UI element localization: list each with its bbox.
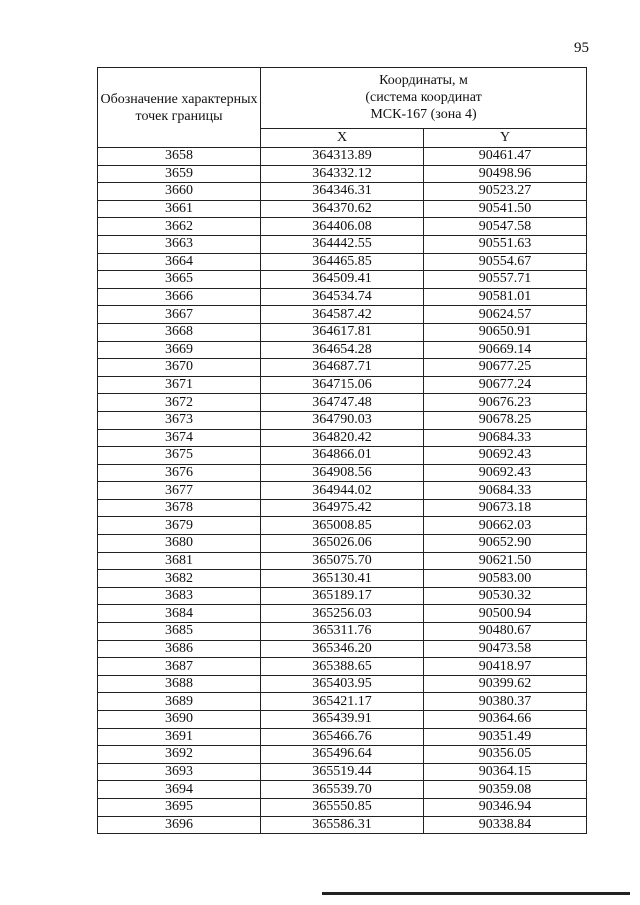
y-cell: 90677.25 (424, 359, 587, 377)
x-cell: 364944.02 (261, 482, 424, 500)
y-cell: 90547.58 (424, 218, 587, 236)
x-cell: 364465.85 (261, 253, 424, 271)
point-cell: 3683 (98, 587, 261, 605)
point-cell: 3672 (98, 394, 261, 412)
point-cell: 3670 (98, 359, 261, 377)
x-cell: 365189.17 (261, 587, 424, 605)
table-row (98, 253, 587, 271)
x-cell: 365311.76 (261, 623, 424, 641)
x-cell: 364370.62 (261, 200, 424, 218)
y-cell: 90473.58 (424, 640, 587, 658)
table-row (98, 763, 587, 781)
table-row (98, 165, 587, 183)
y-cell: 90678.25 (424, 411, 587, 429)
y-cell: 90530.32 (424, 587, 587, 605)
x-cell: 364442.55 (261, 235, 424, 253)
y-cell: 90364.66 (424, 711, 587, 729)
table-row (98, 798, 587, 816)
y-cell: 90692.43 (424, 447, 587, 465)
y-cell: 90650.91 (424, 323, 587, 341)
point-cell: 3663 (98, 235, 261, 253)
y-cell: 90676.23 (424, 394, 587, 412)
table-row (98, 200, 587, 218)
x-cell: 365008.85 (261, 517, 424, 535)
y-cell: 90399.62 (424, 675, 587, 693)
x-cell: 364820.42 (261, 429, 424, 447)
point-cell: 3673 (98, 411, 261, 429)
point-cell: 3694 (98, 781, 261, 799)
table-row (98, 464, 587, 482)
y-cell: 90380.37 (424, 693, 587, 711)
y-cell: 90621.50 (424, 552, 587, 570)
table-row (98, 711, 587, 729)
header-coordinates (261, 68, 587, 129)
point-cell: 3666 (98, 288, 261, 306)
table-row (98, 535, 587, 553)
table-row (98, 728, 587, 746)
x-cell: 365496.64 (261, 746, 424, 764)
point-cell: 3696 (98, 816, 261, 834)
x-cell: 365550.85 (261, 798, 424, 816)
x-cell: 364715.06 (261, 376, 424, 394)
x-cell: 364975.42 (261, 499, 424, 517)
header-coordinates-line-3: МСК-167 (зона 4) (370, 107, 477, 123)
x-cell: 364790.03 (261, 411, 424, 429)
x-cell: 365539.70 (261, 781, 424, 799)
table-row (98, 587, 587, 605)
point-cell: 3660 (98, 183, 261, 201)
x-cell: 364617.81 (261, 323, 424, 341)
y-cell: 90554.67 (424, 253, 587, 271)
header-x: X (261, 128, 424, 148)
x-cell: 364313.89 (261, 148, 424, 166)
y-cell: 90692.43 (424, 464, 587, 482)
y-cell: 90557.71 (424, 271, 587, 289)
x-cell: 365439.91 (261, 711, 424, 729)
y-cell: 90673.18 (424, 499, 587, 517)
point-cell: 3677 (98, 482, 261, 500)
x-cell: 365586.31 (261, 816, 424, 834)
point-cell: 3682 (98, 570, 261, 588)
point-cell: 3659 (98, 165, 261, 183)
x-cell: 365026.06 (261, 535, 424, 553)
table-row (98, 411, 587, 429)
table-row (98, 218, 587, 236)
point-cell: 3676 (98, 464, 261, 482)
header-y: Y (424, 128, 587, 148)
page-number: 95 (574, 40, 589, 56)
x-cell: 365346.20 (261, 640, 424, 658)
table-row (98, 341, 587, 359)
point-cell: 3681 (98, 552, 261, 570)
y-cell: 90359.08 (424, 781, 587, 799)
y-cell: 90480.67 (424, 623, 587, 641)
table-row (98, 323, 587, 341)
x-cell: 364534.74 (261, 288, 424, 306)
x-cell: 364587.42 (261, 306, 424, 324)
x-cell: 365075.70 (261, 552, 424, 570)
x-cell: 365421.17 (261, 693, 424, 711)
table-row (98, 693, 587, 711)
header-point-designation: Обозначение характерных точек границы (98, 68, 261, 148)
y-cell: 90541.50 (424, 200, 587, 218)
table-row (98, 640, 587, 658)
x-cell: 364866.01 (261, 447, 424, 465)
table-row (98, 235, 587, 253)
x-cell: 364509.41 (261, 271, 424, 289)
point-cell: 3675 (98, 447, 261, 465)
point-cell: 3667 (98, 306, 261, 324)
point-cell: 3688 (98, 675, 261, 693)
table-row (98, 623, 587, 641)
y-cell: 90624.57 (424, 306, 587, 324)
point-cell: 3690 (98, 711, 261, 729)
point-cell: 3679 (98, 517, 261, 535)
x-cell: 365519.44 (261, 763, 424, 781)
table-header-row (98, 68, 587, 129)
table-row (98, 675, 587, 693)
table-row (98, 376, 587, 394)
point-cell: 3692 (98, 746, 261, 764)
point-cell: 3669 (98, 341, 261, 359)
coordinates-table (97, 67, 587, 834)
y-cell: 90581.01 (424, 288, 587, 306)
table-body (98, 148, 587, 834)
y-cell: 90338.84 (424, 816, 587, 834)
table-row (98, 499, 587, 517)
header-coordinates-line-2: (система координат (365, 90, 482, 106)
point-cell: 3680 (98, 535, 261, 553)
point-cell: 3668 (98, 323, 261, 341)
point-cell: 3661 (98, 200, 261, 218)
table-row (98, 447, 587, 465)
point-cell: 3685 (98, 623, 261, 641)
x-cell: 365130.41 (261, 570, 424, 588)
y-cell: 90551.63 (424, 235, 587, 253)
table-row (98, 306, 587, 324)
x-cell: 365466.76 (261, 728, 424, 746)
table-row (98, 359, 587, 377)
table-row (98, 183, 587, 201)
point-cell: 3662 (98, 218, 261, 236)
y-cell: 90351.49 (424, 728, 587, 746)
x-cell: 365388.65 (261, 658, 424, 676)
point-cell: 3665 (98, 271, 261, 289)
table-row (98, 746, 587, 764)
point-cell: 3693 (98, 763, 261, 781)
table-row (98, 429, 587, 447)
table-row (98, 517, 587, 535)
table-row (98, 552, 587, 570)
y-cell: 90684.33 (424, 482, 587, 500)
table-row (98, 482, 587, 500)
y-cell: 90684.33 (424, 429, 587, 447)
y-cell: 90677.24 (424, 376, 587, 394)
y-cell: 90583.00 (424, 570, 587, 588)
point-cell: 3686 (98, 640, 261, 658)
y-cell: 90523.27 (424, 183, 587, 201)
point-cell: 3687 (98, 658, 261, 676)
x-cell: 364654.28 (261, 341, 424, 359)
y-cell: 90461.47 (424, 148, 587, 166)
x-cell: 364747.48 (261, 394, 424, 412)
y-cell: 90500.94 (424, 605, 587, 623)
table-row (98, 781, 587, 799)
table-row (98, 288, 587, 306)
x-cell: 364908.56 (261, 464, 424, 482)
y-cell: 90418.97 (424, 658, 587, 676)
x-cell: 364406.08 (261, 218, 424, 236)
table-row (98, 394, 587, 412)
table-row (98, 271, 587, 289)
x-cell: 364687.71 (261, 359, 424, 377)
y-cell: 90669.14 (424, 341, 587, 359)
y-cell: 90356.05 (424, 746, 587, 764)
y-cell: 90652.90 (424, 535, 587, 553)
x-cell: 364332.12 (261, 165, 424, 183)
y-cell: 90498.96 (424, 165, 587, 183)
table-row (98, 570, 587, 588)
x-cell: 365403.95 (261, 675, 424, 693)
table-row (98, 148, 587, 166)
table-row (98, 816, 587, 834)
table-row (98, 658, 587, 676)
x-cell: 365256.03 (261, 605, 424, 623)
point-cell: 3684 (98, 605, 261, 623)
point-cell: 3664 (98, 253, 261, 271)
y-cell: 90662.03 (424, 517, 587, 535)
header-coordinates-line-1: Координаты, м (379, 73, 468, 89)
point-cell: 3671 (98, 376, 261, 394)
point-cell: 3678 (98, 499, 261, 517)
point-cell: 3695 (98, 798, 261, 816)
point-cell: 3689 (98, 693, 261, 711)
footer-line (322, 892, 630, 895)
point-cell: 3691 (98, 728, 261, 746)
table-row (98, 605, 587, 623)
point-cell: 3658 (98, 148, 261, 166)
point-cell: 3674 (98, 429, 261, 447)
y-cell: 90364.15 (424, 763, 587, 781)
y-cell: 90346.94 (424, 798, 587, 816)
x-cell: 364346.31 (261, 183, 424, 201)
